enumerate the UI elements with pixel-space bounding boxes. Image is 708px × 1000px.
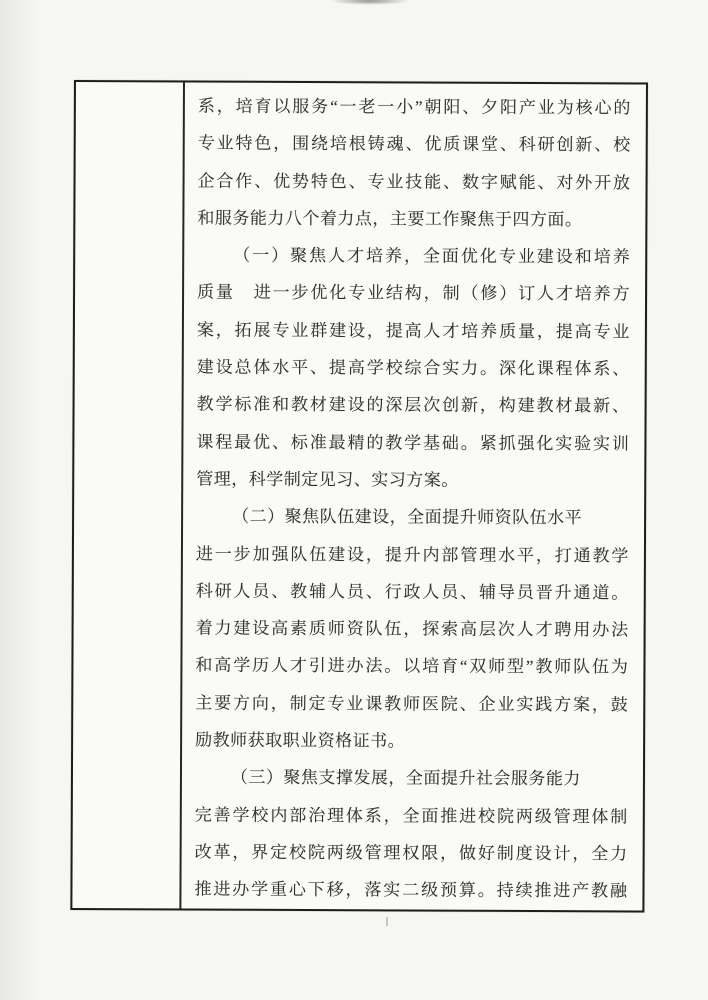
text-line: 案，拓展专业群建设，提高人才培养质量，提高专业 xyxy=(196,320,630,342)
text-line: 专业特色，围绕培根铸魂、优质课堂、科研创新、校 xyxy=(197,133,631,155)
text-line: 课程最优、标准最精的教学基础。紧抓强化实验实训 xyxy=(196,432,630,454)
text-line: 系，培育以服务“一老一小”朝阳、夕阳产业为核心的 xyxy=(197,96,631,118)
section-heading-line: （一）聚焦人才培养，全面优化专业建设和培养 xyxy=(233,245,631,267)
text-line: 推进办学重心下移，落实二级预算。持续推进产教融 xyxy=(194,879,628,901)
section-heading-line: （三）聚焦支撑发展，全面提升社会服务能力 xyxy=(230,768,581,789)
document-table xyxy=(70,80,648,912)
text-line: 改革，界定校院两级管理权限，做好制度设计，全力 xyxy=(194,842,628,864)
text-line: 企合作、优势特色、专业技能、数字赋能、对外开放 xyxy=(197,171,631,193)
text-line: 和服务能力八个着力点，主要工作聚焦于四方面。 xyxy=(197,208,583,230)
text-line: 教学标准和教材建设的深层次创新，构建教材最新、 xyxy=(196,394,630,416)
table-left-column-empty xyxy=(72,82,185,908)
text-line: 科研人员、教辅人员、行政人员、辅导员晋升通道。 xyxy=(195,581,629,603)
scan-footer-tick-artifact xyxy=(386,917,388,926)
text-line: 着力建设高素质师资队伍，探索高层次人才聘用办法 xyxy=(195,618,629,640)
text-line: 励教师获取职业资格证书。 xyxy=(195,730,406,751)
scan-edge-shading xyxy=(0,0,40,1000)
text-line: 完善学校内部治理体系，全面推进校院两级管理体制 xyxy=(194,805,628,827)
text-line: 和高学历人才引进办法。以培育“双师型”教师队伍为 xyxy=(195,655,629,677)
text-line: 质量 进一步优化专业结构，制（修）订人才培养方 xyxy=(197,283,631,304)
text-line: 进一步加强队伍建设，提升内部管理水平，打通教学 xyxy=(195,544,629,565)
text-line: 主要方向，制定专业课教师医院、企业实践方案，鼓 xyxy=(195,693,629,715)
scan-top-smudge-artifact xyxy=(330,0,410,5)
text-line: 建设总体水平、提高学校综合实力。深化课程体系、 xyxy=(196,357,630,379)
section-heading-line: （二）聚焦队伍建设，全面提升师资队伍水平 xyxy=(232,506,583,528)
text-line: 管理，科学制定见习、实习方案。 xyxy=(196,469,459,490)
table-text-cell xyxy=(181,82,646,910)
